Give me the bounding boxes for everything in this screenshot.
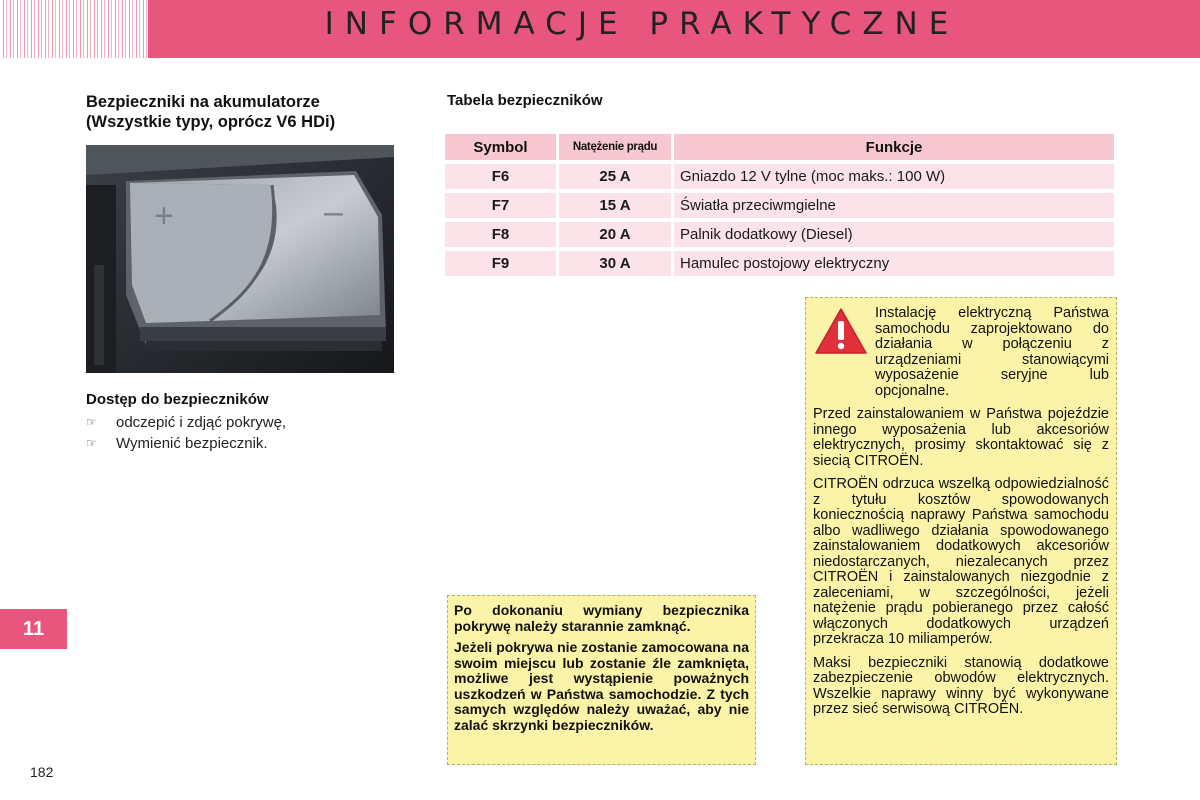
cell-function: Hamulec postojowy elektryczny	[674, 251, 1114, 276]
cell-symbol: F7	[445, 193, 559, 218]
access-heading: Dostęp do bezpieczników	[86, 391, 269, 408]
step-text: Wymienić bezpiecznik.	[116, 435, 268, 452]
section-heading	[86, 92, 406, 132]
page-title: INFORMACJE PRAKTYCZNE	[324, 6, 960, 42]
battery-fuse-cover-photo	[86, 145, 394, 373]
cell-symbol: F8	[445, 222, 559, 247]
section-heading-line1: Bezpieczniki na akumulatorze	[86, 93, 320, 111]
electrical-warning-box	[805, 297, 1117, 765]
cell-symbol: F6	[445, 164, 559, 189]
warning-triangle-icon	[814, 307, 868, 355]
table-row	[445, 193, 1114, 218]
fuse-table	[445, 130, 1114, 280]
pointing-hand-icon: ☞	[86, 415, 97, 429]
column-header-current: Natężenie prądu	[559, 134, 674, 160]
cell-current: 30 A	[559, 251, 674, 276]
cell-function: Gniazdo 12 V tylne (moc maks.: 100 W)	[674, 164, 1114, 189]
note-paragraph-1: Po dokonaniu wymiany bezpiecznika pokrywę należy starannie zamknąć.	[454, 602, 749, 634]
warning-paragraph-4: Maksi bezpieczniki stanowią dodatkowe zabezpieczenie obwodów elektrycznych. Wszelkie naprawy winny być wykonywane przez sieć serwisową CITROËN.	[813, 654, 1109, 717]
pointing-hand-icon: ☞	[86, 436, 97, 450]
section-heading-line2: (Wszystkie typy, oprócz V6 HDi)	[86, 113, 336, 131]
table-row	[445, 251, 1114, 276]
minus-sign: –	[324, 193, 343, 231]
plus-sign: +	[154, 197, 174, 235]
cell-function: Światła przeciwmgielne	[674, 193, 1114, 218]
fuse-cover-note-box	[447, 595, 756, 765]
step-text: odczepić i zdjąć pokrywę,	[116, 414, 287, 431]
note-paragraph-2: Jeżeli pokrywa nie zostanie zamocowana na swoim miejscu lub zostanie źle zamknięta, możliwe jest wystąpienie poważnych uszkodzeń w Państwa samochodzie. Z tych samych względów należy uważać, aby nie zalać skrzynki bezpieczników.	[454, 639, 749, 733]
table-row	[445, 222, 1114, 247]
table-row	[445, 164, 1114, 189]
warning-paragraph-1: Instalację elektryczną Państwa samochodu zaprojektowano do działania w połączeniu z urządzeniami stanowiącymi wyposażenie seryjne lub opcjonalne.	[875, 305, 1109, 399]
table-title: Tabela bezpieczników	[447, 92, 603, 109]
header-stripes	[0, 0, 148, 58]
chapter-tab[interactable]: 11	[0, 609, 67, 649]
steps-list	[86, 412, 286, 454]
column-header-functions: Funkcje	[674, 134, 1114, 160]
cell-current: 15 A	[559, 193, 674, 218]
cell-current: 25 A	[559, 164, 674, 189]
column-header-symbol: Symbol	[445, 134, 559, 160]
cell-symbol: F9	[445, 251, 559, 276]
list-item	[86, 433, 286, 454]
list-item	[86, 412, 286, 433]
table-header-row	[445, 134, 1114, 160]
warning-paragraph-3: CITROËN odrzuca wszelką odpowiedzialność z tytułu kosztów spowodowanych koniecznością naprawy Państwa samochodu albo wadliwego działania spowodowanego zainstalowaniem dodatkowych akcesoriów niedostarczanych, niezalecanych przez CITROËN i zainstalowanych niezgodnie z zaleceniami, w szczególności, jeżeli natężenie prądu pobieranego przez całość włączonych dodatkowych urządzeń przekracza 10 miliamperów.	[813, 476, 1109, 647]
warning-paragraph-2: Przed zainstalowaniem w Państwa pojeździe innego wyposażenia lub akcesoriów elektrycznych, prosimy skontaktować się z siecią CITROËN.	[813, 406, 1109, 469]
cell-function: Palnik dodatkowy (Diesel)	[674, 222, 1114, 247]
cell-current: 20 A	[559, 222, 674, 247]
page-number: 182	[30, 764, 54, 780]
